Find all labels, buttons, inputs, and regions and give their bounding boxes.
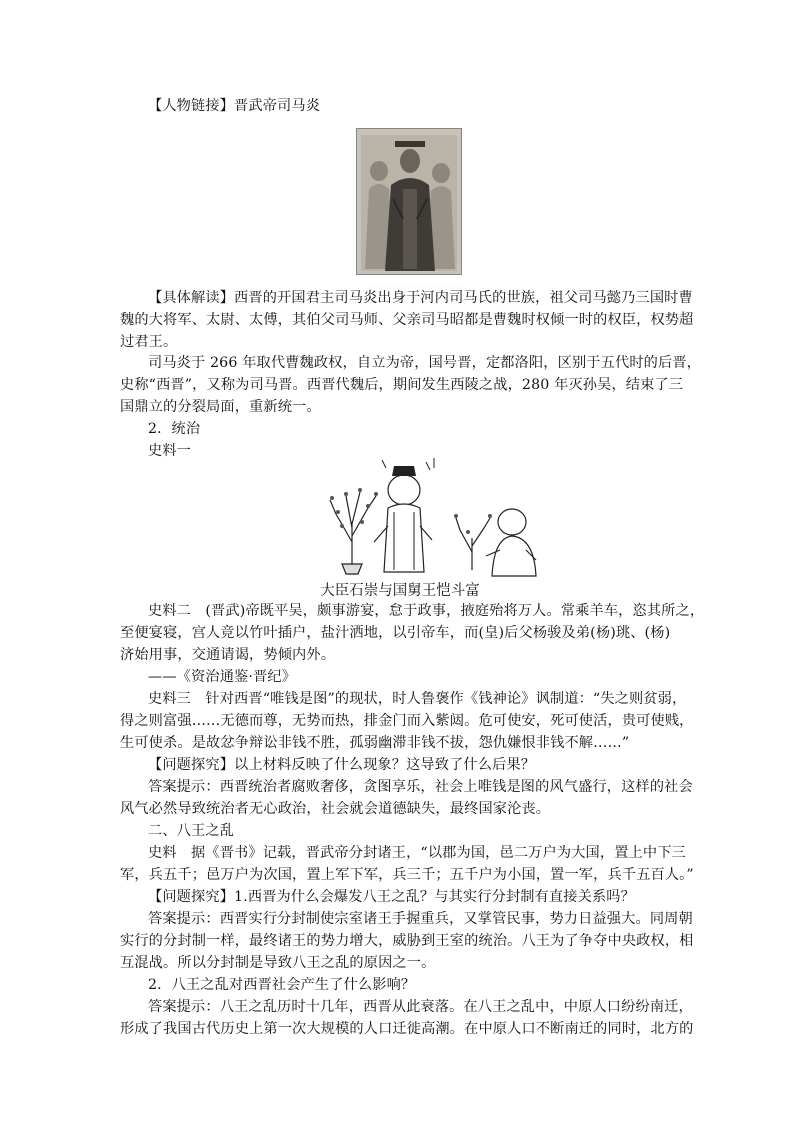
answer-line: 实行的分封制一样，最终诸王的势力增大，威胁到王室的统治。八王为了争夺中央政权，相 xyxy=(120,933,694,949)
emperor-portrait-image xyxy=(356,128,462,275)
question-line: 【问题探究】以上材料反映了什么现象？这导致了什么后果？ xyxy=(148,757,536,773)
subsection-heading: 2．统治 xyxy=(148,421,201,437)
question-line: 【问题探究】1.西晋为什么会爆发八王之乱？与其实行分封制有直接关系吗？ xyxy=(148,889,635,905)
source-label: 史料一 xyxy=(148,443,192,459)
paragraph-line: 生可使杀。是故忿争辩讼非钱不胜，孤弱幽滞非钱不拔，怨仇嫌恨非钱不解……” xyxy=(120,735,630,751)
paragraph-line: 国鼎立的分裂局面，重新统一。 xyxy=(120,399,321,415)
paragraph-line: 史称“西晋”，又称为司马晋。西晋代魏后，期间发生西陵之战，280 年灭孙吴，结束了三 xyxy=(120,377,684,393)
answer-line: 答案提示：西晋实行分封制使宗室诸王手握重兵，又掌管民事，势力日益强大。同周朝 xyxy=(148,911,693,927)
paragraph-line: 济始用事，交通请谒，势倾内外。 xyxy=(120,647,336,663)
citation: ——《资治通鉴·晋纪》 xyxy=(148,669,297,685)
section-heading: 二、八王之乱 xyxy=(148,823,235,839)
paragraph-line: 史料三 针对西晋“唯钱是图”的现状，时人鲁褒作《钱神论》讽制道：“失之则贫弱， xyxy=(148,691,687,707)
question-line: 2．八王之乱对西晋社会产生了什么影响？ xyxy=(148,977,416,993)
paragraph-line: 【具体解读】西晋的开国君主司马炎出身于河内司马氏的世族，祖父司马懿乃三国时曹 xyxy=(148,290,693,306)
answer-line: 形成了我国古代历史上第一次大规模的人口迁徙高潮。在中原人口不断南迁的同时，北方的 xyxy=(120,1021,694,1037)
paragraph-line: 得之则富强……无德而尊，无势而热，排金门而入紫闼。危可使安，死可使活，贵可使贱， xyxy=(120,713,694,729)
paragraph-line: 史料 据《晋书》记载，晋武帝分封诸王，“以郡为国，邑二万户为大国，置上中下三 xyxy=(148,845,686,861)
answer-line: 互混战。所以分封制是导致八王之乱的原因之一。 xyxy=(120,955,436,971)
cartoon-illustration xyxy=(322,452,544,578)
paragraph-line: 军，兵五千；邑万户为次国，置上军下军，兵三千；五千户为小国，置一军，兵千五百人。” xyxy=(120,867,694,883)
paragraph-line: 史料二 (晋武)帝既平吴，颇事游宴，怠于政事，掖庭殆将万人。常乘羊车，恣其所之， xyxy=(148,603,705,619)
paragraph-line: 魏的大将军、太尉、太傅，其伯父司马师、父亲司马昭都是曹魏时权倾一时的权臣，权势超 xyxy=(120,312,694,328)
answer-line: 答案提示：八王之乱历时十几年，西晋从此衰落。在八王之乱中，中原人口纷纷南迁， xyxy=(148,999,693,1015)
paragraph-line: 司马炎于 266 年取代曹魏政权，自立为帝，国号晋，定都洛阳，区别于五代时的后晋， xyxy=(148,355,702,371)
section-heading: 【人物链接】晋武帝司马炎 xyxy=(148,98,321,114)
answer-line: 答案提示：西晋统治者腐败奢侈，贪图享乐，社会上唯钱是图的风气盛行，这样的社会 xyxy=(148,779,693,795)
answer-line: 风气必然导致统治者无心政治，社会就会道德缺失，最终国家沦丧。 xyxy=(120,801,551,817)
paragraph-line: 至便宴寝，宫人竞以竹叶插户，盐汁洒地，以引帝车，而(皇)后父杨骏及弟(杨)珧、(杨) xyxy=(120,625,671,641)
figure-caption: 大臣石崇与国舅王恺斗富 xyxy=(320,583,480,599)
paragraph-line: 过君王。 xyxy=(120,334,178,350)
